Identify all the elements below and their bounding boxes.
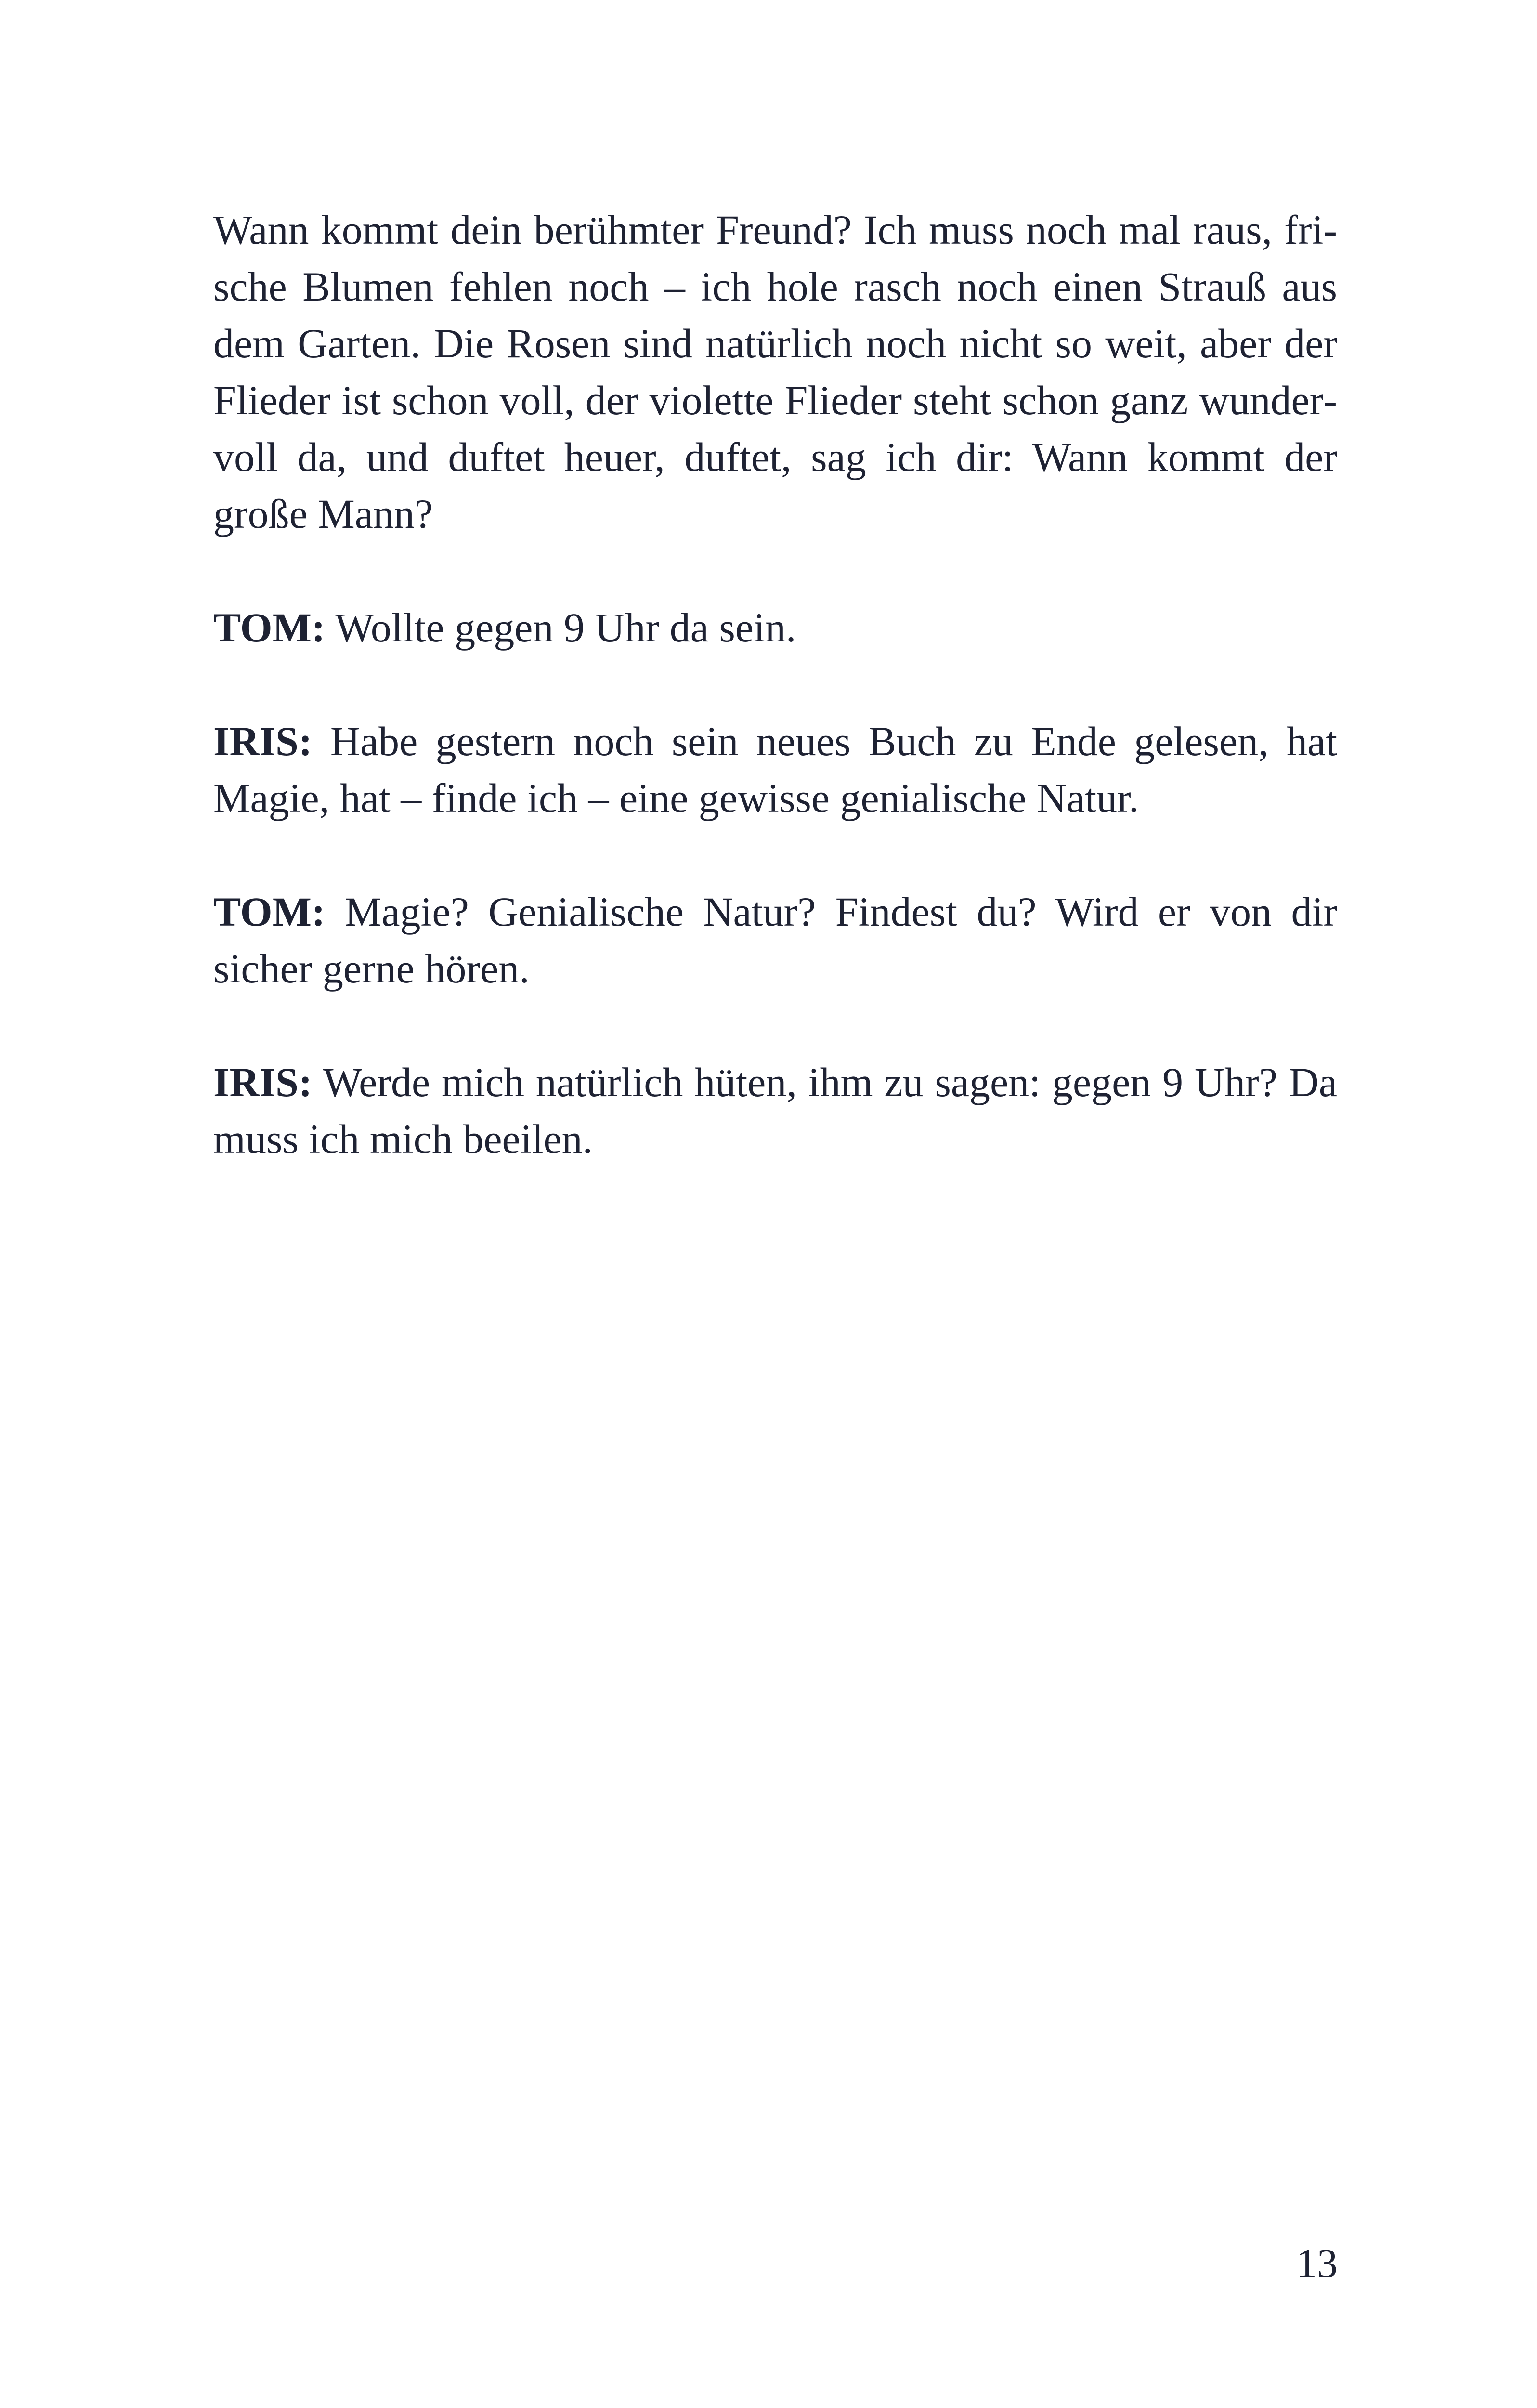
dialogue-line-iris-2 (213, 1054, 1337, 1167)
dialogue-text: Habe gestern noch sein neues Buch zu Ende gelesen, hat Magie, hat – finde ich – eine gewisse genialische Natur. (213, 718, 1338, 821)
opening-paragraph: Wann kommt dein berühmter Freund? Ich muss noch mal raus, frische Blumen fehlen noch – ich hole rasch noch einen Strauß aus dem Garten. Die Rosen sind natürlich noch nicht so weit, aber der Flieder ist schon voll, der violette Flieder steht schon ganz wundervoll da, und duftet heuer, duftet, sag ich dir: Wann kommt der große Mann? (213, 207, 1337, 537)
dialogue-line-tom-1 (213, 599, 1337, 656)
page-number: 13 (1296, 2240, 1338, 2286)
dialogue-text: Magie? Genialische Natur? Findest du? Wird er von dir sicher gerne hören. (213, 889, 1337, 992)
speaker-name: IRIS: (213, 1059, 313, 1105)
dialogue-text: Wollte gegen 9 Uhr da sein. (335, 604, 796, 651)
speaker-name: TOM: (213, 889, 326, 935)
speaker-name: IRIS: (213, 718, 313, 764)
dialogue-line-tom-2 (213, 883, 1337, 997)
speaker-name: TOM: (213, 604, 326, 651)
dialogue-line-iris-1 (213, 713, 1337, 826)
dialogue-text: Werde mich natürlich hüten, ihm zu sagen: gegen 9 Uhr? Da muss ich mich beeilen. (213, 1059, 1337, 1162)
page-text (213, 201, 1337, 1224)
